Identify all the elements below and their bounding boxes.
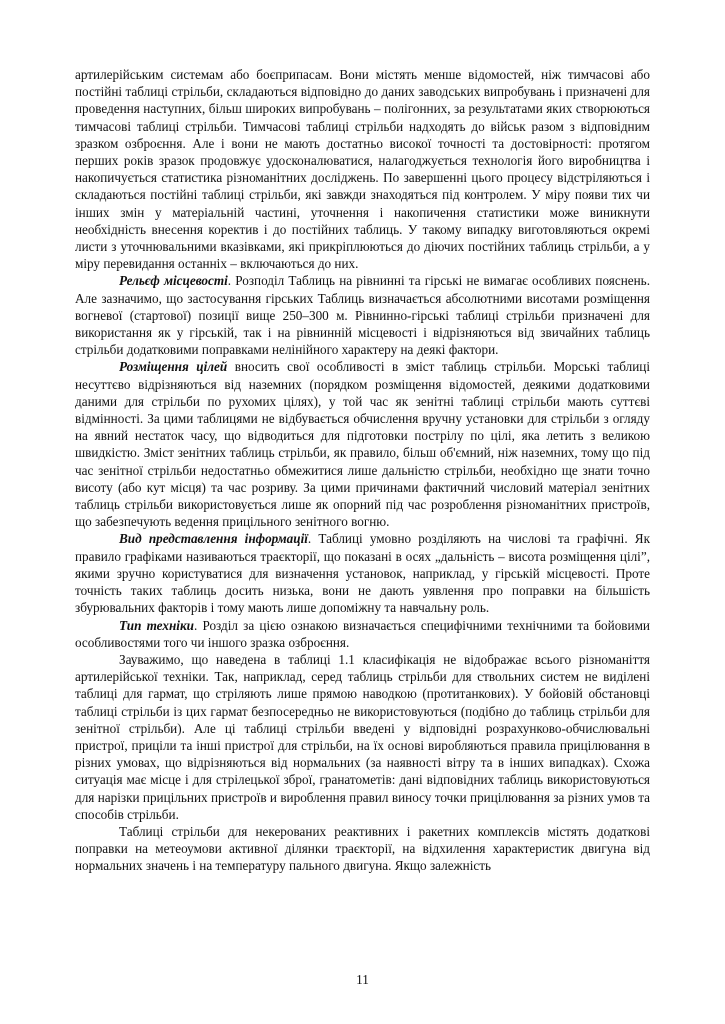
paragraph-text: Зауважимо, що наведена в таблиці 1.1 класифікація не відображає всього різноманіття артилерійської техніки. Так, наприклад, серед таблиць стрільби для ствольних систем не виділені таблиці для гармат, що стріляють лише прямою наводкою (протитанкових). У бойовій обстановці таблиці стрільби із цих гармат безпосередньо не використовуються (подібно до таблиць стрільби для зенітної стрільби). Але ці таблиці стрільби введені у відповідні розрахунково-обчислювальні пристрої, приціли та інші пристрої для стрільби, на їх основі виробляються правила прицілювання в різних умовах, що відрізняються від нормальних (за наявності вітру та в інших випадках). Схожа ситуація має місце і для стрілецької зброї, гранатометів: дані відповідних таблиць використовуються для нарізки прицільних пристроїв и вироблення правил виносу точки прицілювання за різних умов та способів стрільби. [75,651,650,822]
paragraph-text: . Розподіл Таблиць на рівнинні та гірські не вимагає особливих пояснень. Але зазначимо, що застосування гірських Таблиць визначається абсолютними висотами розміщення вогневої (стартової) позиції вище 250–300 м. Рівнинно-гірські таблиці стрільби призначені для використання як у гірській, так і на рівнинній місцевості і відрізняються від звичайних таблиць стрільби додатковими поправками нелінійного характеру на деякі фактори. [75,273,650,358]
page-number: 11 [356,972,369,987]
run-in-heading: Тип техніки [119,617,194,633]
document-page [75,66,650,875]
paragraph [75,530,650,616]
run-in-heading: Вид представлення інформації [119,531,308,547]
paragraph-text: вносить свої особливості в зміст таблиць стрільби. Морські таблиці несуттєво відрізняються від наземних (порядком розміщення відомостей, деякими додатковими даними для стрільби по рухомих цілях), у той час як зенітні таблиці стрільби мають суттєві відмінності. За цими таблицями не відбувається обчислення вручну установки для стрільби з огляду на явний нестаток часу, що відводиться для підготовки пострілу по цілі, яка летить з великою швидкістю. Зміст зенітних таблиць стрільби, як правило, більш об'ємний, ніж наземних, тому що під час зенітної стрільби недостатньо обмежитися лише дальністю стрільби, необхідно ще знати точно висоту (або кут місця) та час розриву. За цими причинами фактичний числовий матеріал зенітних таблиць стрільби використовується лише як опорний під час розроблення різноманітних пристроїв, що забезпечують ведення прицільного зенітного вогню. [75,359,650,530]
paragraph [75,66,650,272]
paragraph-text: Таблиці стрільби для некерованих реактивних і ракетних комплексів містять додаткові поправки на метеоумови активної ділянки траєкторії, на відхилення характеристик двигуна від нормальних значень і на температуру пального двигуна. Якщо залежність [75,823,650,874]
run-in-heading: Розміщення цілей [119,359,228,375]
paragraph [75,617,650,651]
paragraph [75,358,650,530]
paragraph-text: . Таблиці умовно розділяють на числові та графічні. Як правило графіками називаються траєкторії, що показані в осях „дальність – висота розміщення цілі”, якими зручно користуватися для визначення установок, наприклад, у гірській місцевості. Проте точність таких таблиць досить низька, вони не дають уявлення про поправки на більшість збурювальних факторів і тому мають лише допоміжну та навчальну роль. [75,531,650,616]
paragraph-text: . Розділ за цією ознакою визначається специфічними технічними та бойовими особливостями того чи іншого зразка озброєння. [75,617,650,650]
paragraph [75,823,650,875]
run-in-heading: Рельєф місцевості [119,273,228,289]
paragraph [75,651,650,823]
paragraph-text: артилерійським системам або боєприпасам. Вони містять менше відомостей, ніж тимчасові або постійні таблиці стрільби, складаються відповідно до даних заводських випробувань і призначені для проведення наступних, більш широких випробувань – полігонних, за результатами яких створюються тимчасові таблиці стрільби. Тимчасові таблиці стрільби надходять до військ разом з відповідним зразком озброєння. Але і вони не мають достатньо високої точності та достовірності: протягом перших років зразок продовжує удосконалюватися, налагоджується технологія його виробництва і накопичується статистика різноманітних досліджень. По завершенні цього процесу відстріляються і складаються постійні таблиці стрільби, які завжди знаходяться під контролем. У міру появи тих чи інших змін у матеріальній частині, уточнення і накопичення статистики може виникнути необхідність внесення коректив і до постійних таблиць. У такому випадку виготовляються окремі листи з уточнювальними вказівками, які прикріплюються до діючих постійних таблиць стрільби, а у міру перевидання останніх – включаються до них. [75,67,650,272]
paragraph [75,272,650,358]
